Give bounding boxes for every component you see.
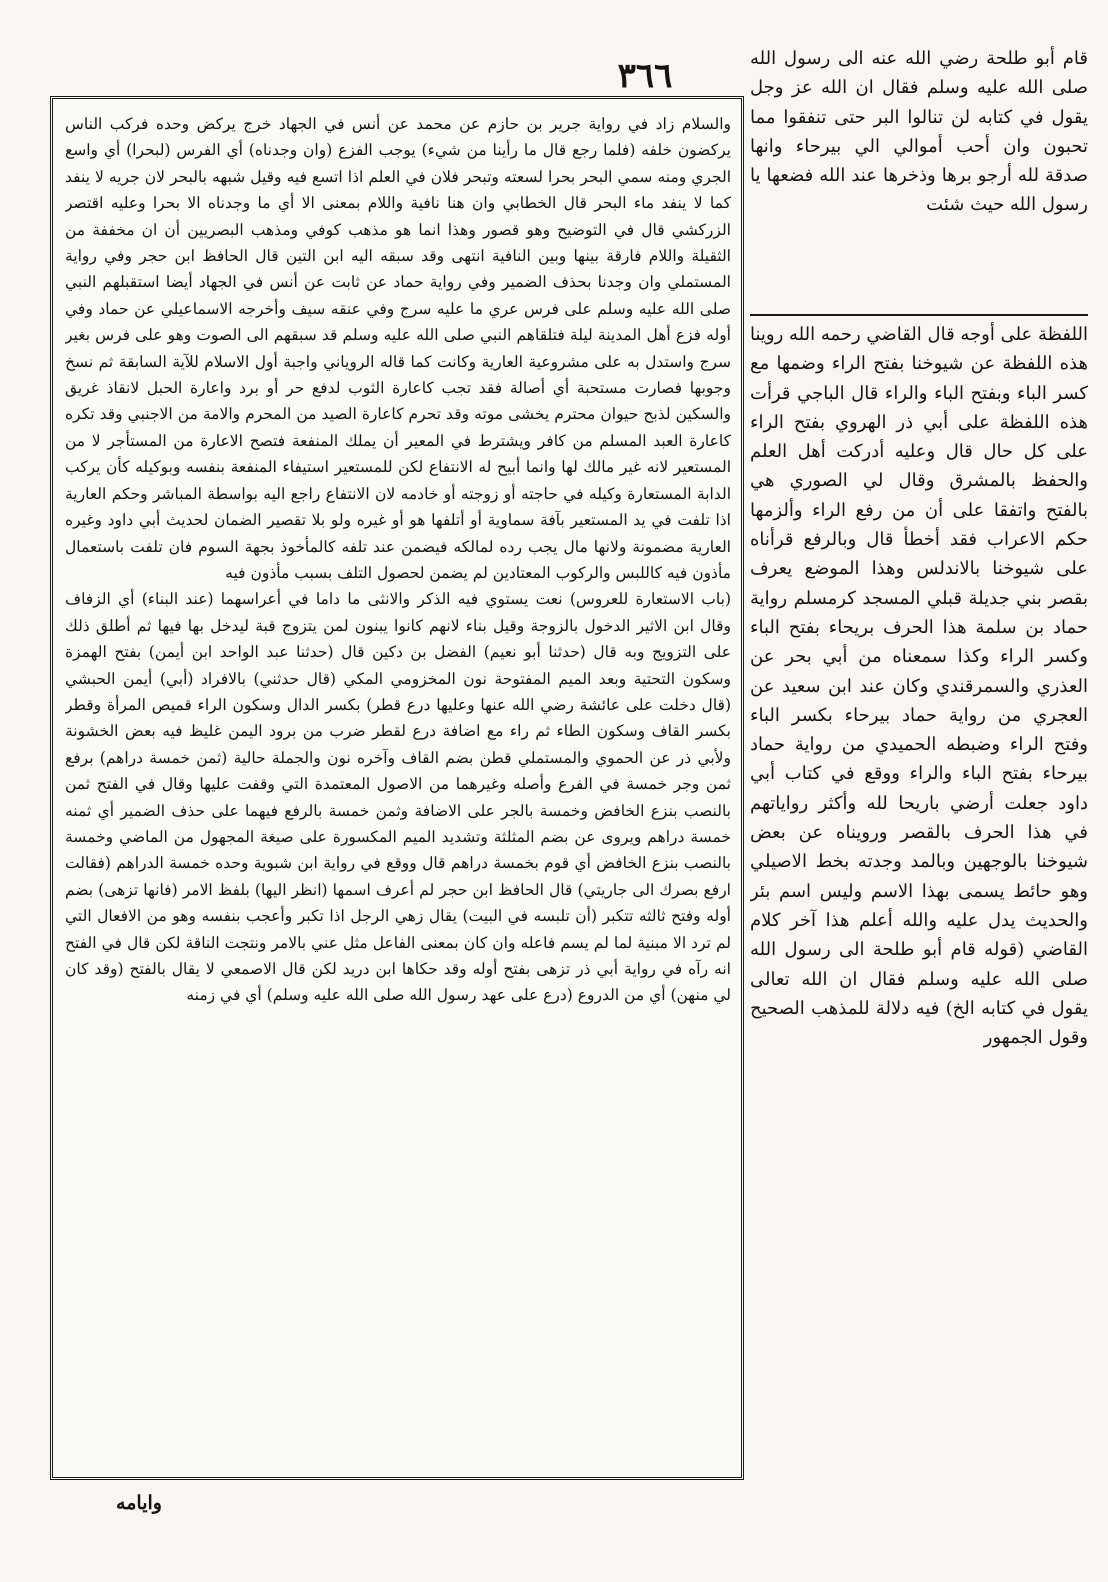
page-number: ٣٦٦ bbox=[617, 56, 673, 96]
margin-top-paragraph: قام أبو طلحة رضي الله عنه الى رسول الله صلى الله عليه وسلم فقال ان الله عز وجل يقول في كتابه لن تنالوا البر حتى تنفقوا مما تحبون وان أحب أموالي الي بيرحاء وانها صدقة لله أرجو برها وذخرها عند الله فضعها يا رسول الله حيث شئت bbox=[750, 48, 1088, 216]
margin-bottom-paragraph: اللفظة على أوجه قال القاضي رحمه الله روينا هذه اللفظة عن شيوخنا بفتح الراء وضمها مع كسر الباء وبفتح الباء والراء قال الباجي قرأت هذه اللفظة على أبي ذر الهروي بفتح الراء على كل حال قال وعليه أدركت أهل العلم والحفظ بالمشرق وقال لي الصوري هي بالفتح واتفقا على أن من رفع الراء وألزمها حكم الاعراب فقد أخطأ قال وبالرفع قرأناه على شيوخنا بالاندلس وهذا الموضع يعرف بقصر بني جديلة قبلي المسجد كرمسلم رواية حماد بن سلمة هذا الحرف بريحاء بفتح الباء وكسر الراء وكذا سمعناه من أبي بحر عن العذري والسمرقندي وكان عند ابن سعيد عن العجري من رواية حماد بيرحاء بكسر الباء وفتح الراء وضبطه الحميدي من رواية حماد بيرحاء بفتح الباء والراء ووقع في كتاب أبي داود جعلت أرضي باريحا لله وأكثر رواياتهم في هذا الحرف بالقصر ورويناه عن بعض شيوخنا بالوجهين وبالمد وجدته بخط الاصيلي وهو حائط يسمى بهذا الاسم وليس اسم بئر والحديث يدل عليه والله أعلم هذا آخر كلام القاضي (قوله قام أبو طلحة الى رسول الله صلى الله عليه وسلم فقال ان الله تعالى يقول في كتابه الخ) فيه دلالة للمذهب الصحيح وقول الجمهور bbox=[750, 324, 1088, 1049]
main-text-frame bbox=[50, 96, 744, 1480]
catchword: وايامه bbox=[116, 1492, 162, 1514]
main-paragraph: والسلام زاد في رواية جرير بن حازم عن محمد عن أنس في الجهاد خرج يركض وحده فركب الناس يركضون خلفه (فلما رجع قال ما رأينا من شيء) يوجب الفزع (وان وجدناه) أي الفرس (لبحرا) أي واسع الجري ومنه سمي البحر بحرا لسعته وتبحر فلان في العلم اذا اتسع فيه وقيل شبهه بالبحر لان جريه لا ينفد كما لا ينفد ماء البحر قال الخطابي وان هنا نافية واللام بمعنى الا أي ما وجدناه الا بحرا وعليه اقتصر الزركشي قال في التوضيح وهو قصور وهذا انما هو مذهب كوفي ومذهب البصريين أن ان مخففة من الثقيلة واللام فارقة بينها وبين النافية انتهى وقد سبقه اليه ابن التين قال الحافظ ابن حجر وفي رواية المستملي وان وجدنا بحذف الضمير وفي رواية حماد عن ثابت عن أنس في الجهاد أيضا استقبلهم النبي صلى الله عليه وسلم على فرس عري ما عليه سرج وفي عنقه سيف وأخرجه الاسماعيلي عن حماد وفي أوله فزع أهل المدينة ليلة فتلقاهم النبي صلى الله عليه وسلم قد سبقهم الى الصوت وهو على فرس بغير سرج واستدل به على مشروعية العارية وكانت كما قاله الروياني واجبة أول الاسلام للآية السابقة ثم نسخ وجوبها فصارت مستحبة أي أصالة فقد تجب كاعارة الثوب لدفع حر أو برد واعارة الحبل لانقاذ غريق والسكين لذبح حيوان محترم يخشى موته وقد تحرم كاعارة الصيد من المحرم والامة من الاجنبي وقد تكره كاعارة العبد المسلم من كافر ويشترط في المعير أن يملك المنفعة فتصح الاعارة من المستأجر لا من المستعير لانه غير مالك لها وانما أبيح له الانتفاع لكن للمستعير استيفاء المنفعة بنفسه وبوكيله كأن يركب الدابة المستعارة وكيله في حاجته أو زوجته أو خادمه لان الانتفاع راجع اليه بواسطة المباشر وحكم العارية اذا تلفت في يد المستعير بآفة سماوية أو أتلفها هو أو غيره ولو بلا تقصير الضمان لحديث أبي داود وغيره العارية مضمونة ولانها مال يجب رده لمالكه فيضمن عند تلفه كالمأخوذ بجهة السوم فان تلفت باستعمال مأذون فيه كاللبس والركوب المعتادين لم يضمن لحصول التلف بسبب مأذون فيه bbox=[65, 115, 731, 582]
margin-hadith-text bbox=[750, 44, 1088, 308]
margin-divider bbox=[750, 314, 1088, 316]
main-paragraph: (باب الاستعارة للعروس) نعت يستوي فيه الذكر والانثى ما داما في أعراسهما (عند البناء) أي الزفاف وقال ابن الاثير الدخول بالزوجة وقيل بناء لانهم كانوا يبنون لمن يتزوج قبة ليدخل بها فيها ثم أطلق ذلك على التزويج وبه قال (حدثنا أبو نعيم) الفضل بن دكين قال (حدثنا عبد الواحد ابن أيمن) بفتح الهمزة وسكون التحتية وبعد الميم المفتوحة نون المخزومي المكي (قال حدثني) بالافراد (أبي) أيمن الحبشي (قال دخلت على عائشة رضي الله عنها وعليها درع قطر) بكسر الدال وسكون الراء قميص المرأة وقطر بكسر القاف وسكون الطاء ثم راء مع اضافة درع لقطر ضرب من برود اليمن غليظ فيه بعض الخشونة ولأبي ذر عن الحموي والمستملي قطن بضم القاف وآخره نون والجملة حالية (ثمن خمسة دراهم) برفع ثمن وجر خمسة في الفرع وأصله وغيرهما من الاصول المعتمدة التي وقفت عليها وقال في الفتح ثمن بالنصب بنزع الخافض وخمسة بالجر على الاضافة وثمن خمسة بالرفع فيهما على حذف الضمير أي ثمنه خمسة دراهم ويروى عن بضم المثلثة وتشديد الميم المكسورة على صيغة المجهول من الماضي وخمسة بالنصب بنزع الخافض أي قوم بخمسة دراهم قال ووقع في رواية ابن شبوية وحده خمسة الدراهم (فقالت ارفع بصرك الى جاريتي) قال الحافظ ابن حجر لم أعرف اسمها (انظر اليها) بلفظ الامر (فانها تزهى) بضم أوله وفتح ثالثه تتكبر (أن تلبسه في البيت) يقال زهي الرجل اذا تكبر وأعجب بنفسه وهو من الافعال التي لم ترد الا مبنية لما لم يسم فاعله وان كان بمعنى الفاعل مثل عني بالامر ونتجت الناقة لكن قال في الفتح انه رآه في رواية أبي ذر تزهى بفتح أوله وقد حكاها ابن دريد لكن قال الاصمعي لا يقال بالفتح (وقد كان لي منهن) أي من الدروع (درع على عهد رسول الله صلى الله عليه وسلم) أي في زمنه bbox=[65, 590, 731, 1005]
margin-commentary bbox=[750, 44, 1088, 1474]
main-commentary bbox=[65, 111, 731, 1467]
margin-notes bbox=[750, 320, 1088, 1052]
